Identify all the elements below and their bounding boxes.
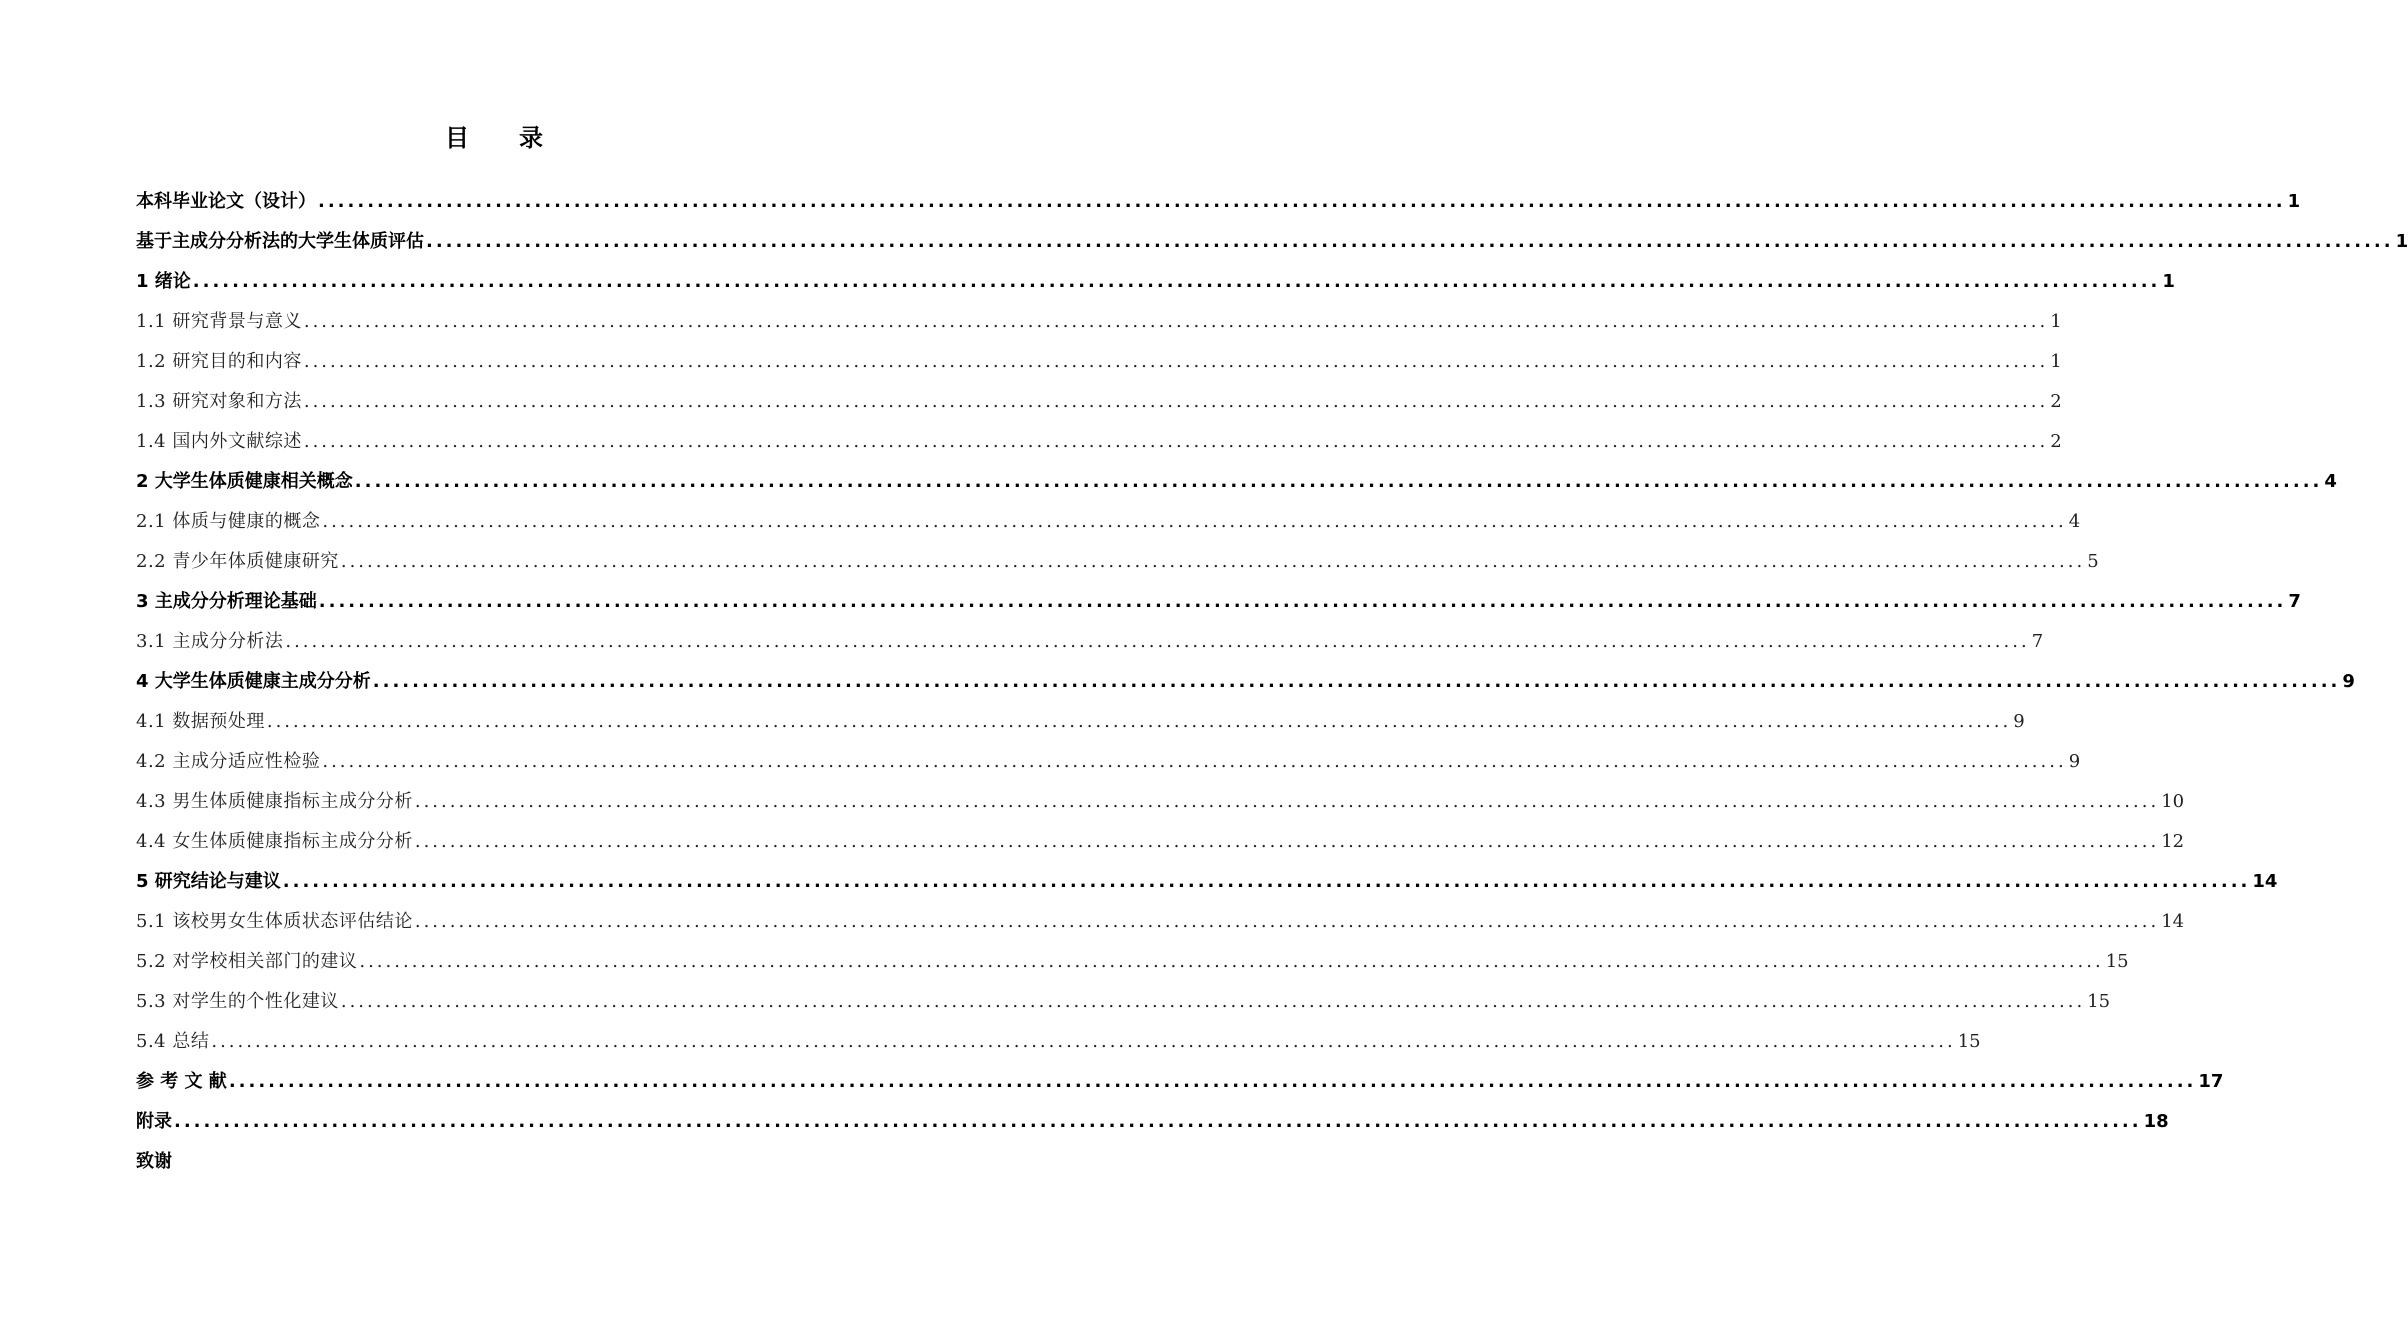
toc-entry-page-number: 4 [2068, 511, 2081, 532]
toc-entry-label: 3 主成分分析理论基础 [136, 591, 317, 612]
toc-entry[interactable] [136, 342, 2062, 382]
toc-entry-label: 2 大学生体质健康相关概念 [136, 471, 353, 492]
toc-entry-page-number: 9 [2013, 711, 2025, 732]
toc-entry-label: 2.2 青少年体质健康研究 [136, 551, 339, 572]
toc-dot-leader: ........................................................................................................................................................................................................ [354, 471, 2323, 492]
toc-entry-page-number: 17 [2198, 1071, 2224, 1092]
toc-entry-page-number: 12 [2161, 831, 2185, 852]
toc-entry-page-number: 15 [1957, 1031, 1981, 1052]
toc-entry-page-number: 10 [2161, 791, 2185, 812]
toc-entry-page-number: 18 [2143, 1111, 2169, 1132]
toc-entry[interactable] [136, 222, 2408, 262]
toc-entry[interactable] [136, 822, 2185, 862]
toc-entry-label: 1 绪论 [136, 271, 191, 292]
toc-entry[interactable] [136, 902, 2185, 942]
toc-entry-label: 4.2 主成分适应性检验 [136, 751, 321, 772]
toc-entry[interactable] [136, 702, 2025, 742]
toc-title-char-1: 目 [445, 124, 471, 152]
toc-entry-page-number: 7 [2031, 631, 2044, 652]
toc-entry-page-number: 2 [2050, 431, 2062, 452]
toc-entry-page-number: 9 [2342, 671, 2355, 692]
toc-dot-leader: ........................................................................................................................................................................................................ [414, 791, 2160, 812]
toc-entry-page-number: 4 [2324, 471, 2337, 492]
toc-entry[interactable] [136, 1142, 851, 1182]
toc-entry-page-number: 15 [2087, 991, 2111, 1012]
toc-dot-leader: ........................................................................................................................................................................................................ [426, 231, 2394, 252]
toc-entry[interactable] [136, 382, 2062, 422]
toc-dot-leader: ........................................................................................................................................................................................................ [228, 1071, 2197, 1092]
toc-dot-leader: ........................................................................................................................................................................................................ [359, 951, 2104, 972]
toc-entry[interactable] [136, 422, 2062, 462]
toc-dot-leader: ........................................................................................................................................................................................................ [174, 1111, 2142, 1132]
toc-entry-label: 5.1 该校男女生体质状态评估结论 [136, 911, 413, 932]
toc-entry-page-number: 7 [2288, 591, 2301, 612]
toc-dot-leader: ........................................................................................................................................................................................................ [318, 591, 2287, 612]
toc-list [136, 182, 2408, 1182]
toc-entry[interactable] [136, 302, 2062, 342]
toc-entry-label: 致谢 [136, 1151, 172, 1172]
toc-entry[interactable] [136, 262, 2175, 302]
toc-entry-label: 3.1 主成分分析法 [136, 631, 284, 652]
toc-entry-page-number: 14 [2161, 911, 2185, 932]
toc-entry-page-number: 1 [2050, 351, 2062, 372]
toc-entry-page-number: 9 [2068, 751, 2081, 772]
toc-dot-leader: ........................................................................................................................................................................................................ [285, 631, 2030, 652]
toc-dot-leader: ........................................................................................................................................................................................................ [322, 511, 2067, 532]
toc-entry-label: 基于主成分分析法的大学生体质评估 [136, 231, 424, 252]
toc-entry-label: 1.4 国内外文献综述 [136, 431, 302, 452]
toc-title [0, 118, 990, 153]
toc-dot-leader: ........................................................................................................................................................................................................ [340, 551, 2086, 572]
toc-dot-leader: ........................................................................................................................................................................................................ [303, 311, 2049, 332]
toc-entry-label: 5.3 对学生的个性化建议 [136, 991, 339, 1012]
toc-entry-label: 5.4 总结 [136, 1031, 210, 1052]
toc-entry[interactable] [136, 462, 2337, 502]
toc-entry[interactable] [136, 182, 2301, 222]
toc-dot-leader: ........................................................................................................................................................................................................ [414, 831, 2160, 852]
toc-dot-leader: ........................................................................................................................................................................................................ [211, 1031, 1956, 1052]
toc-entry[interactable] [136, 662, 2355, 702]
toc-entry-label: 1.1 研究背景与意义 [136, 311, 302, 332]
toc-dot-leader: ........................................................................................................................................................................................................ [303, 431, 2049, 452]
toc-dot-leader: ........................................................................................................................................................................................................ [282, 871, 2251, 892]
toc-dot-leader: ........................................................................................................................................................................................................ [414, 911, 2160, 932]
toc-entry-label: 4.1 数据预处理 [136, 711, 265, 732]
toc-dot-leader: ........................................................................................................................................................................................................ [372, 671, 2341, 692]
toc-entry[interactable] [136, 742, 2081, 782]
toc-entry[interactable] [136, 582, 2301, 622]
toc-entry[interactable] [136, 862, 2278, 902]
toc-entry[interactable] [136, 982, 2111, 1022]
toc-entry-label: 1.2 研究目的和内容 [136, 351, 302, 372]
toc-entry-label: 本科毕业论文（设计） [136, 191, 316, 212]
toc-entry-label: 附录 [136, 1111, 172, 1132]
toc-entry[interactable] [136, 1102, 2169, 1142]
toc-entry-label: 参 考 文 献 [136, 1071, 227, 1092]
toc-dot-leader: ........................................................................................................................................................................................................ [303, 351, 2049, 372]
toc-entry-label: 2.1 体质与健康的概念 [136, 511, 321, 532]
toc-entry-page-number: 1 [2050, 311, 2062, 332]
toc-entry-page-number: 5 [2087, 551, 2099, 572]
toc-dot-leader: ........................................................................................................................................................................................................ [318, 191, 2286, 212]
toc-dot-leader: ........................................................................................................................................................................................................ [340, 991, 2086, 1012]
toc-entry-page-number: 1 [2287, 191, 2301, 212]
toc-entry[interactable] [136, 622, 2044, 662]
toc-entry-label: 5.2 对学校相关部门的建议 [136, 951, 358, 972]
toc-entry-label: 1.3 研究对象和方法 [136, 391, 302, 412]
toc-entry[interactable] [136, 1022, 1981, 1062]
toc-entry-label: 5 研究结论与建议 [136, 871, 281, 892]
toc-entry[interactable] [136, 542, 2099, 582]
toc-entry-label: 4 大学生体质健康主成分分析 [136, 671, 371, 692]
toc-entry[interactable] [136, 1062, 2224, 1102]
toc-entry-label: 4.3 男生体质健康指标主成分分析 [136, 791, 413, 812]
toc-dot-leader: ........................................................................................................................................................................................................ [192, 271, 2161, 292]
toc-entry-page-number: 2 [2050, 391, 2062, 412]
toc-entry-label: 4.4 女生体质健康指标主成分分析 [136, 831, 413, 852]
toc-entry-page-number: 1 [2162, 271, 2175, 292]
toc-entry[interactable] [136, 502, 2081, 542]
toc-dot-leader: ........................................................................................................................................................................................................ [322, 751, 2067, 772]
toc-entry-page-number: 15 [2105, 951, 2129, 972]
toc-entry-page-number: 1 [2395, 231, 2408, 252]
toc-title-char-2: 录 [519, 124, 545, 152]
toc-entry-page-number: 14 [2252, 871, 2278, 892]
toc-dot-leader: ........................................................................................................................................................................................................ [303, 391, 2049, 412]
toc-dot-leader: ........................................................................................................................................................................................................ [266, 711, 2012, 732]
toc-entry[interactable] [136, 782, 2185, 822]
toc-entry[interactable] [136, 942, 2129, 982]
